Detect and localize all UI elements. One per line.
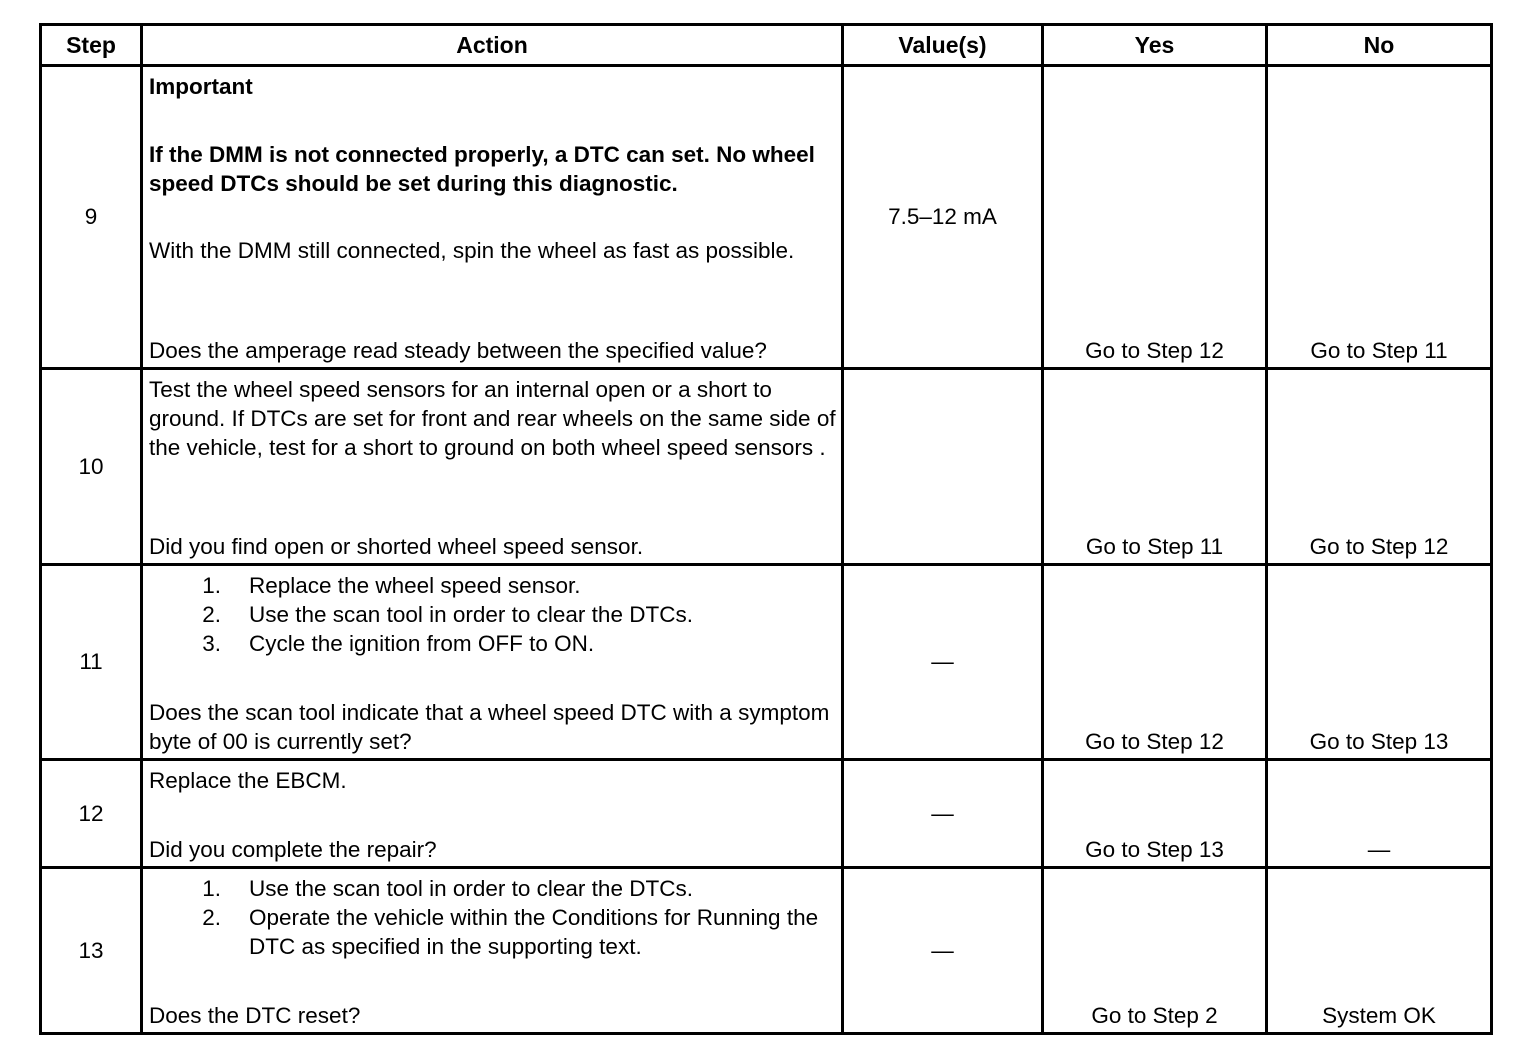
action-question: Does the scan tool indicate that a wheel speed DTC with a symptom byte of 00 is currently set? <box>149 700 830 755</box>
action-instruction: Replace the EBCM. <box>149 768 347 794</box>
list-item <box>149 874 837 903</box>
table-row <box>41 868 1492 1034</box>
header-values: Value(s) <box>843 25 1043 66</box>
action-cell <box>142 368 843 564</box>
value-cell: — <box>843 760 1043 868</box>
list-item-text: Replace the wheel speed sensor. <box>249 572 581 598</box>
header-row <box>41 25 1492 66</box>
yes-cell: Go to Step 12 <box>1043 66 1267 369</box>
table-row <box>41 564 1492 760</box>
list-item-text: Use the scan tool in order to clear the DTCs. <box>249 876 693 902</box>
list-item <box>149 629 837 658</box>
no-cell: — <box>1267 760 1492 868</box>
yes-cell: Go to Step 2 <box>1043 868 1267 1034</box>
header-step: Step <box>41 25 142 66</box>
list-item <box>149 903 837 961</box>
step-number: 13 <box>41 868 142 1034</box>
important-note: If the DMM is not connected properly, a DTC can set. No wheel speed DTCs should be set during this diagnostic. <box>149 142 815 196</box>
yes-cell: Go to Step 12 <box>1043 564 1267 760</box>
list-item-number: 1. <box>202 572 221 598</box>
action-cell <box>142 868 843 1034</box>
header-action: Action <box>142 25 843 66</box>
list-item-text: Cycle the ignition from OFF to ON. <box>249 630 595 656</box>
step-number: 11 <box>41 564 142 760</box>
list-item-number: 1. <box>202 876 221 902</box>
no-cell: Go to Step 13 <box>1267 564 1492 760</box>
action-question: Does the DTC reset? <box>149 1003 361 1028</box>
value-cell: — <box>843 868 1043 1034</box>
table-row <box>41 66 1492 369</box>
value-cell <box>843 368 1043 564</box>
value-cell: — <box>843 564 1043 760</box>
important-label: Important <box>149 74 253 99</box>
action-question: Did you complete the repair? <box>149 837 437 863</box>
step-number: 12 <box>41 760 142 868</box>
action-cell <box>142 564 843 760</box>
step-number: 10 <box>41 368 142 564</box>
action-cell <box>142 66 843 369</box>
header-yes: Yes <box>1043 25 1267 66</box>
list-item-text: Use the scan tool in order to clear the DTCs. <box>249 601 693 627</box>
action-cell <box>142 760 843 868</box>
action-instruction: With the DMM still connected, spin the wheel as fast as possible. <box>149 238 795 263</box>
action-question: Does the amperage read steady between the specified value? <box>149 337 767 363</box>
action-steps-list <box>149 571 837 658</box>
yes-cell: Go to Step 11 <box>1043 368 1267 564</box>
diagnostic-table-frame <box>39 23 1490 1035</box>
action-instruction: Test the wheel speed sensors for an internal open or a short to ground. If DTCs are set for front and rear wheels on the same side of the vehicle, test for a short to ground on both wheel speed sensors . <box>149 376 836 460</box>
diagnostic-table <box>39 23 1493 1035</box>
list-item <box>149 571 837 600</box>
no-cell: Go to Step 12 <box>1267 368 1492 564</box>
list-item-text: Operate the vehicle within the Conditions for Running the DTC as specified in the supporting text. <box>249 905 819 960</box>
list-item-number: 2. <box>202 905 221 931</box>
table-row <box>41 760 1492 868</box>
no-cell: System OK <box>1267 868 1492 1034</box>
list-item <box>149 600 837 629</box>
step-number: 9 <box>41 66 142 369</box>
table-row <box>41 368 1492 564</box>
no-cell: Go to Step 11 <box>1267 66 1492 369</box>
value-cell: 7.5–12 mA <box>843 66 1043 369</box>
action-question: Did you find open or shorted wheel speed sensor. <box>149 533 644 559</box>
list-item-number: 3. <box>202 630 221 656</box>
list-item-number: 2. <box>202 601 221 627</box>
action-steps-list <box>149 874 837 961</box>
header-no: No <box>1267 25 1492 66</box>
yes-cell: Go to Step 13 <box>1043 760 1267 868</box>
